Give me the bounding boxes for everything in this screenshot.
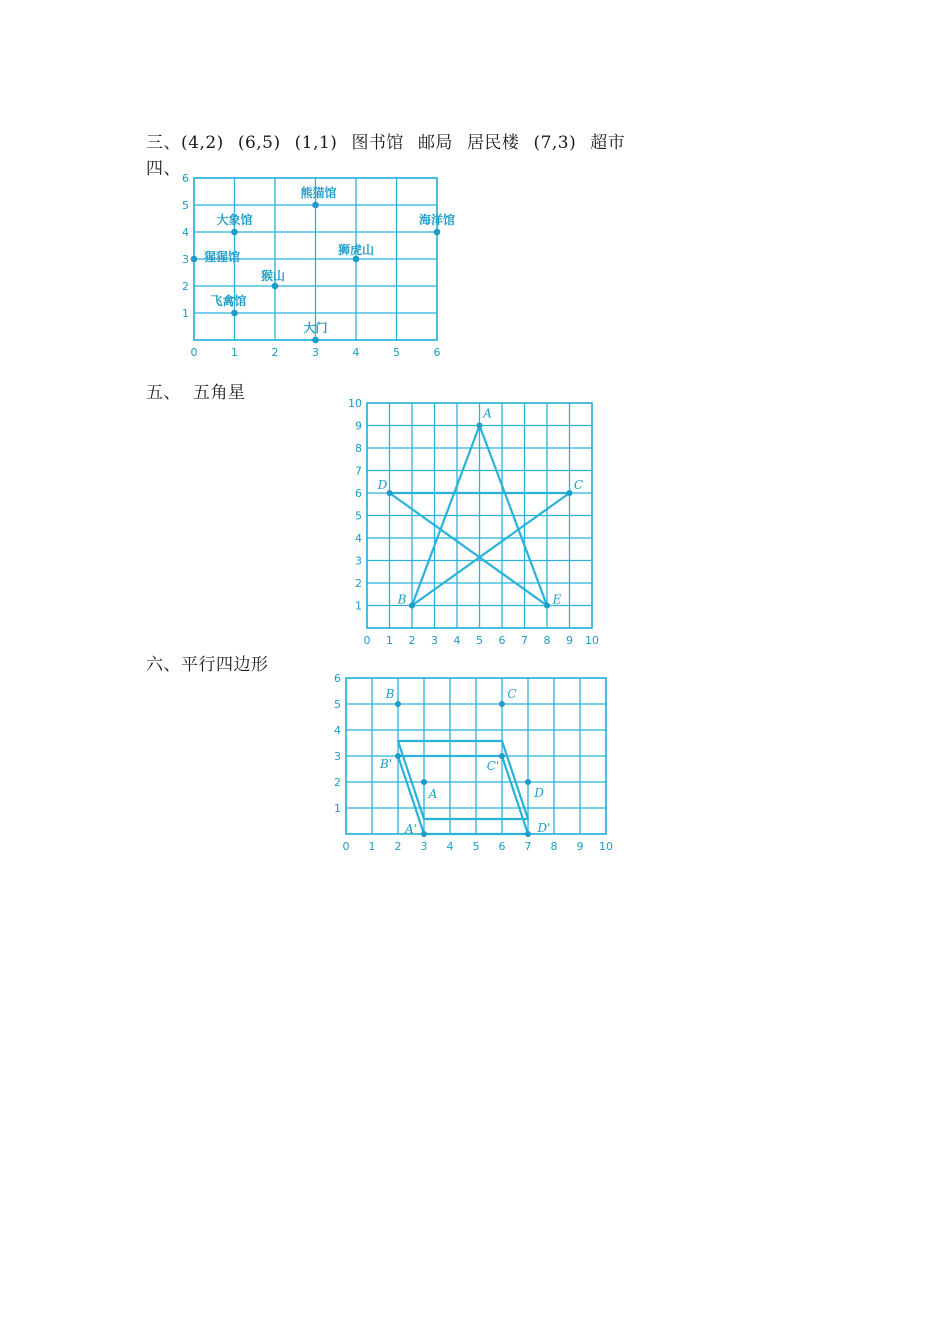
para-xtick: 0 (342, 840, 350, 853)
zoo-ytick: 6 (182, 172, 189, 185)
star-xtick: 10 (585, 634, 599, 647)
star-ytick: 8 (355, 442, 362, 455)
section-label-4: 四、 (146, 159, 181, 179)
star-xtick: 4 (453, 634, 461, 647)
star-ytick: 7 (355, 464, 362, 478)
para-ytick: 2 (334, 776, 341, 789)
para-xtick: 6 (498, 840, 506, 853)
zoo-xtick: 3 (312, 346, 319, 359)
section-label-6: 六、 (146, 655, 181, 675)
para-ytick: 1 (334, 802, 341, 815)
star-vertex (387, 490, 393, 496)
star-xtick: 7 (521, 634, 528, 647)
star-ytick: 2 (355, 577, 362, 590)
star-vertex (409, 603, 415, 609)
star-ytick: 3 (355, 554, 362, 568)
star-xtick: 1 (386, 634, 393, 647)
answer-star: 五角星 (193, 383, 246, 403)
star-vertex-label: A (483, 406, 492, 421)
para-xtick: 10 (599, 840, 613, 853)
section-label-3: 三、 (146, 133, 181, 153)
para-vertex-label: B' (379, 757, 393, 771)
star-xtick: 2 (408, 634, 416, 647)
answer-parallelogram: 平行四边形 (181, 655, 269, 675)
zoo-xtick: 2 (271, 346, 279, 359)
para-ytick: 4 (334, 724, 341, 737)
zoo-place-label: 狮虎山 (337, 243, 375, 257)
star-ytick: 10 (348, 397, 362, 410)
star-vertex-label: D (377, 478, 388, 492)
answer-6: 居民楼 (466, 133, 520, 153)
para-vertex (525, 779, 531, 785)
para-vertex-label: A' (405, 822, 417, 836)
zoo-xtick: 1 (231, 346, 238, 359)
para-vertex (499, 753, 505, 759)
zoo-ytick: 1 (182, 307, 189, 320)
zoo-ytick: 4 (182, 226, 189, 239)
para-xtick: 1 (368, 840, 376, 853)
zoo-place-label: 大门 (303, 321, 328, 335)
zoo-place-label: 猴山 (260, 269, 286, 283)
star-vertex-label: E (552, 592, 562, 607)
para-vertex-label: D' (537, 821, 551, 835)
para-vertex-label: B (385, 687, 395, 701)
star-xtick: 6 (498, 634, 506, 647)
star-vertex (567, 490, 573, 496)
star-xtick: 8 (543, 634, 551, 647)
star-ytick: 9 (355, 419, 362, 433)
parallelogram-shape (398, 756, 528, 834)
star-xtick: 5 (476, 634, 483, 647)
zoo-map-grid (176, 170, 456, 370)
answer-7: (7,3) (533, 133, 577, 153)
para-vertex-label: A (428, 787, 438, 801)
answer-5: 邮局 (417, 133, 453, 153)
zoo-ytick: 3 (182, 253, 189, 266)
star-ytick: 6 (355, 487, 362, 500)
star-ytick: 4 (355, 532, 362, 545)
para-xtick: 4 (446, 840, 454, 853)
answer-2: (6,5) (237, 133, 281, 153)
zoo-xtick: 4 (352, 346, 360, 359)
zoo-point (191, 256, 198, 263)
para-vertex-label: C (507, 687, 517, 701)
para-vertex (395, 753, 401, 759)
para-xtick: 5 (472, 840, 480, 853)
para-xtick: 9 (576, 840, 584, 853)
zoo-xtick: 5 (393, 346, 400, 359)
zoo-xtick: 0 (190, 346, 198, 359)
zoo-point (312, 337, 319, 344)
para-ytick: 6 (334, 672, 341, 685)
answer-8: 超市 (590, 133, 626, 153)
para-vertex (421, 831, 427, 837)
para-xtick: 8 (550, 840, 558, 853)
star-vertex-label: B (397, 592, 407, 607)
star-xtick: 3 (431, 634, 438, 647)
zoo-place-label: 飞禽馆 (210, 294, 247, 308)
para-xtick: 2 (394, 840, 402, 853)
star-vertex-label: C (573, 478, 584, 492)
answer-line-6 (146, 650, 269, 675)
parallelogram-outer (398, 741, 528, 819)
zoo-ytick: 5 (182, 199, 189, 212)
para-ytick: 3 (334, 750, 341, 763)
zoo-place-label: 熊猫馆 (300, 186, 337, 200)
zoo-ytick: 2 (182, 280, 189, 293)
section-label-5: 五、 (146, 383, 181, 403)
para-ytick: 5 (334, 698, 341, 711)
zoo-point (312, 202, 319, 209)
para-vertex (395, 701, 401, 707)
answer-line-5 (146, 378, 246, 403)
zoo-point (272, 283, 279, 290)
answer-3: (1,1) (294, 133, 338, 153)
para-vertex-label: C' (486, 759, 500, 773)
para-xtick: 7 (524, 840, 532, 853)
star-ytick: 1 (355, 599, 362, 613)
zoo-xtick: 6 (433, 346, 441, 359)
star-xtick: 0 (363, 634, 371, 647)
para-xtick: 3 (420, 840, 428, 853)
star-vertex (544, 603, 550, 609)
answer-1: (4,2) (181, 133, 224, 153)
zoo-point (434, 229, 441, 236)
zoo-place-label: 大象馆 (216, 213, 253, 227)
star-grid (342, 394, 612, 654)
answer-line-3 (146, 128, 639, 153)
star-xtick: 9 (566, 634, 573, 647)
para-vertex (421, 779, 427, 785)
star-ytick: 5 (355, 509, 362, 523)
para-vertex (525, 831, 531, 837)
parallelogram-grid (326, 670, 626, 860)
zoo-place-label: 海洋馆 (418, 213, 456, 227)
zoo-point (231, 229, 238, 236)
para-vertex (499, 701, 505, 707)
zoo-point (231, 310, 238, 317)
star-vertex (477, 423, 483, 429)
para-vertex-label: D (534, 786, 544, 800)
zoo-place-label: 猩猩馆 (203, 250, 241, 264)
answer-4: 图书馆 (351, 133, 404, 153)
